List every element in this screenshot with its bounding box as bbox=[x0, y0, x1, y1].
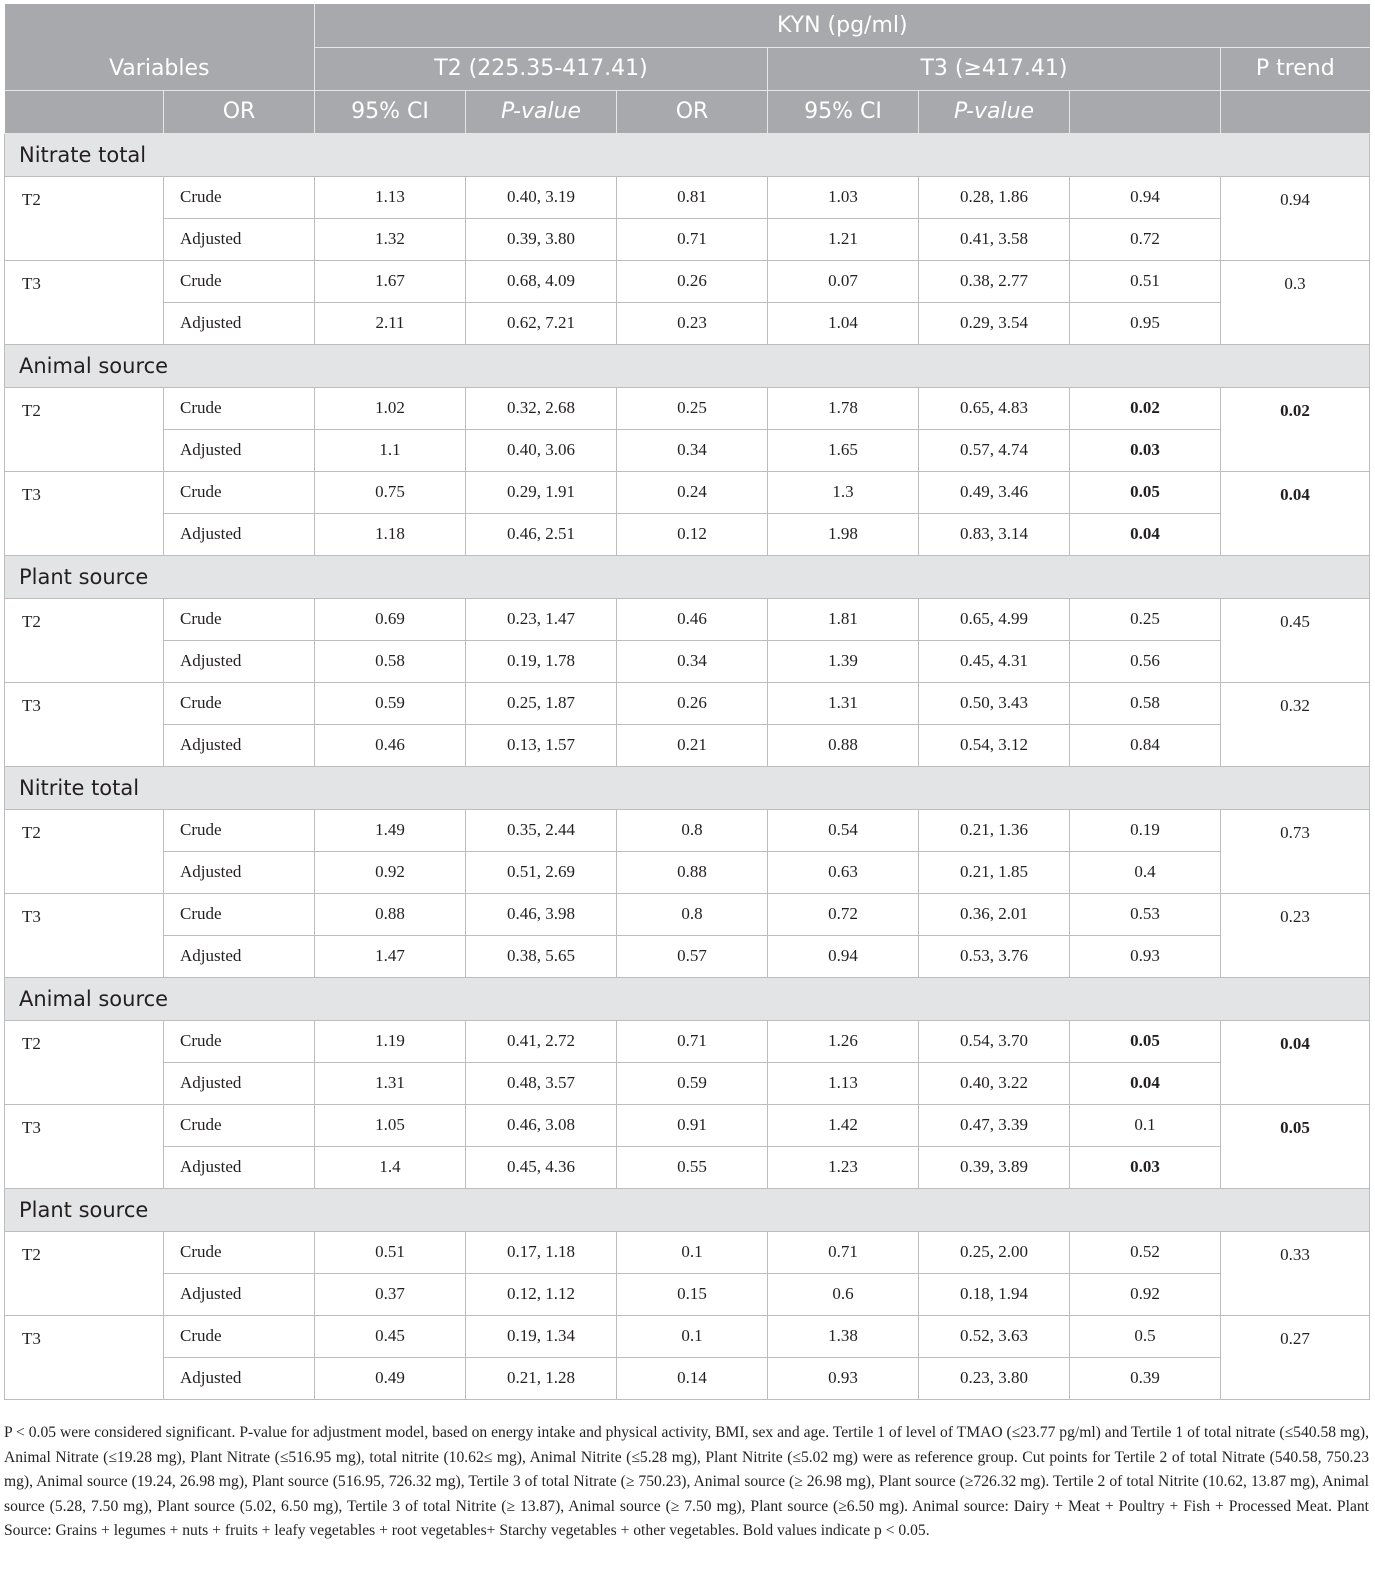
cell-pvalue-t3: 0.52 bbox=[1070, 1231, 1221, 1273]
cell-ci-t2: 0.35, 2.44 bbox=[466, 809, 617, 851]
cell-ci-t3: 0.21, 1.85 bbox=[919, 851, 1070, 893]
cell-p-trend: 0.32 bbox=[1221, 682, 1370, 766]
section-title: Nitrite total bbox=[5, 766, 1370, 809]
cell-pvalue-t2: 0.88 bbox=[617, 851, 768, 893]
tertile-label: T3 bbox=[5, 893, 164, 977]
cell-or-t3: 0.54 bbox=[768, 809, 919, 851]
cell-p-trend: 0.27 bbox=[1221, 1315, 1370, 1399]
cell-ci-t2: 0.45, 4.36 bbox=[466, 1146, 617, 1188]
cell-or-t3: 1.04 bbox=[768, 302, 919, 344]
model-label: Adjusted bbox=[164, 640, 315, 682]
cell-pvalue-t2: 0.34 bbox=[617, 429, 768, 471]
cell-p-trend: 0.23 bbox=[1221, 893, 1370, 977]
cell-ci-t3: 0.39, 3.89 bbox=[919, 1146, 1070, 1188]
cell-ci-t3: 0.18, 1.94 bbox=[919, 1273, 1070, 1315]
cell-ci-t3: 0.25, 2.00 bbox=[919, 1231, 1070, 1273]
cell-pvalue-t2: 0.8 bbox=[617, 893, 768, 935]
cell-pvalue-t2: 0.57 bbox=[617, 935, 768, 977]
cell-ci-t2: 0.51, 2.69 bbox=[466, 851, 617, 893]
cell-or-t3: 1.31 bbox=[768, 682, 919, 724]
table-row bbox=[5, 471, 1370, 513]
cell-ci-t3: 0.52, 3.63 bbox=[919, 1315, 1070, 1357]
cell-pvalue-t3: 0.39 bbox=[1070, 1357, 1221, 1399]
cell-or-t3: 0.72 bbox=[768, 893, 919, 935]
table-row bbox=[5, 893, 1370, 935]
model-label: Crude bbox=[164, 471, 315, 513]
model-label: Crude bbox=[164, 176, 315, 218]
cell-p-trend: 0.45 bbox=[1221, 598, 1370, 682]
cell-ci-t2: 0.25, 1.87 bbox=[466, 682, 617, 724]
model-label: Adjusted bbox=[164, 1146, 315, 1188]
cell-ci-t3: 0.54, 3.12 bbox=[919, 724, 1070, 766]
table-row bbox=[5, 1315, 1370, 1357]
cell-or-t2: 0.51 bbox=[315, 1231, 466, 1273]
footnote-text: P < 0.05 were considered significant. P-value for adjustment model, based on energy intake and physical activity, BMI, sex and age. Tertile 1 of level of TMAO (≤23.77 pg/ml) and Tertile 1 of total nitrate (≤540.58 mg), Animal Nitrate (≤19.28 mg), Plant Nitrate (≤516.95 mg), total nitrite (10.62≤ mg), Animal Nitrite (≤5.28 mg), Plant Nitrite (≤5.02 mg) were as reference group. Cut points for Tertile 2 of total Nitrate (540.58, 750.23 mg), Animal source (19.24, 26.98 mg), Plant source (516.95, 726.32 mg), Tertile 3 of total Nitrate (≥ 750.23), Animal source (≥ 26.98 mg), Plant source (≥726.32 mg). Tertile 2 of total Nitrite (10.62, 13.87 mg), Animal source (5.28, 7.50 mg), Plant source (5.02, 6.50 mg), Tertile 3 of total Nitrite (≥ 13.87), Animal source (≥ 7.50 mg), Plant source (≥6.50 mg). Animal source: Dairy + Meat + Poultry + Fish + Processed Meat. Plant Source: Grains + legumes + nuts + fruits + leafy vegetables + root vegetables+ Starchy vegetables + other vegetables. Bold values indicate p < 0.05. bbox=[4, 1424, 1369, 1540]
cell-pvalue-t2: 0.59 bbox=[617, 1062, 768, 1104]
cell-pvalue-t2: 0.91 bbox=[617, 1104, 768, 1146]
cell-pvalue-t3: 0.56 bbox=[1070, 640, 1221, 682]
model-label: Adjusted bbox=[164, 935, 315, 977]
model-label: Crude bbox=[164, 809, 315, 851]
cell-ci-t2: 0.46, 2.51 bbox=[466, 513, 617, 555]
header-col-or-2: OR bbox=[617, 90, 768, 133]
cell-pvalue-t3: 0.25 bbox=[1070, 598, 1221, 640]
section-row bbox=[5, 555, 1370, 598]
cell-ci-t2: 0.12, 1.12 bbox=[466, 1273, 617, 1315]
model-label: Crude bbox=[164, 598, 315, 640]
cell-ci-t3: 0.49, 3.46 bbox=[919, 471, 1070, 513]
cell-pvalue-t2: 0.34 bbox=[617, 640, 768, 682]
header-col-pvalue-1 bbox=[466, 90, 617, 133]
cell-pvalue-t3: 0.05 bbox=[1070, 471, 1221, 513]
tertile-label: T2 bbox=[5, 1231, 164, 1315]
cell-ci-t2: 0.68, 4.09 bbox=[466, 260, 617, 302]
cell-ci-t2: 0.48, 3.57 bbox=[466, 1062, 617, 1104]
cell-p-trend: 0.3 bbox=[1221, 260, 1370, 344]
cell-ci-t3: 0.47, 3.39 bbox=[919, 1104, 1070, 1146]
header-p-trend: P trend bbox=[1221, 47, 1370, 90]
cell-ci-t2: 0.21, 1.28 bbox=[466, 1357, 617, 1399]
header-blank-cell bbox=[5, 4, 315, 47]
cell-or-t2: 0.75 bbox=[315, 471, 466, 513]
cell-ci-t2: 0.38, 5.65 bbox=[466, 935, 617, 977]
model-label: Adjusted bbox=[164, 513, 315, 555]
cell-or-t3: 0.63 bbox=[768, 851, 919, 893]
header-blank-sub-3 bbox=[1221, 90, 1370, 133]
tertile-label: T3 bbox=[5, 1315, 164, 1399]
table-row bbox=[5, 809, 1370, 851]
tertile-label: T3 bbox=[5, 471, 164, 555]
model-label: Adjusted bbox=[164, 851, 315, 893]
cell-p-trend: 0.02 bbox=[1221, 387, 1370, 471]
cell-pvalue-t2: 0.81 bbox=[617, 176, 768, 218]
cell-ci-t2: 0.19, 1.78 bbox=[466, 640, 617, 682]
cell-pvalue-t2: 0.21 bbox=[617, 724, 768, 766]
tertile-label: T2 bbox=[5, 598, 164, 682]
cell-p-trend: 0.04 bbox=[1221, 1020, 1370, 1104]
section-title: Plant source bbox=[5, 555, 1370, 598]
cell-pvalue-t3: 0.02 bbox=[1070, 387, 1221, 429]
table-row bbox=[5, 1357, 1370, 1399]
table-row bbox=[5, 724, 1370, 766]
cell-pvalue-t3: 0.72 bbox=[1070, 218, 1221, 260]
header-t3: T3 (≥417.41) bbox=[768, 47, 1221, 90]
section-title: Animal source bbox=[5, 344, 1370, 387]
cell-pvalue-t2: 0.55 bbox=[617, 1146, 768, 1188]
model-label: Adjusted bbox=[164, 724, 315, 766]
cell-or-t2: 1.02 bbox=[315, 387, 466, 429]
header-col-pvalue-1-text: P-value bbox=[500, 99, 582, 124]
cell-or-t3: 1.98 bbox=[768, 513, 919, 555]
table-row bbox=[5, 302, 1370, 344]
cell-ci-t2: 0.41, 2.72 bbox=[466, 1020, 617, 1062]
cell-or-t2: 1.31 bbox=[315, 1062, 466, 1104]
section-title: Plant source bbox=[5, 1188, 1370, 1231]
table-row bbox=[5, 1062, 1370, 1104]
model-label: Crude bbox=[164, 1104, 315, 1146]
header-kyn: KYN (pg/ml) bbox=[315, 4, 1370, 47]
section-row bbox=[5, 977, 1370, 1020]
cell-or-t2: 1.13 bbox=[315, 176, 466, 218]
table-row bbox=[5, 1273, 1370, 1315]
cell-or-t2: 1.1 bbox=[315, 429, 466, 471]
cell-or-t3: 0.71 bbox=[768, 1231, 919, 1273]
cell-pvalue-t3: 0.51 bbox=[1070, 260, 1221, 302]
cell-ci-t3: 0.38, 2.77 bbox=[919, 260, 1070, 302]
cell-pvalue-t2: 0.14 bbox=[617, 1357, 768, 1399]
table-footnote bbox=[4, 1421, 1369, 1544]
cell-or-t2: 0.69 bbox=[315, 598, 466, 640]
table-row bbox=[5, 682, 1370, 724]
cell-or-t3: 0.6 bbox=[768, 1273, 919, 1315]
section-row bbox=[5, 1188, 1370, 1231]
cell-or-t2: 0.58 bbox=[315, 640, 466, 682]
header-blank-sub-2 bbox=[1070, 90, 1221, 133]
table-row bbox=[5, 429, 1370, 471]
cell-pvalue-t2: 0.25 bbox=[617, 387, 768, 429]
cell-p-trend: 0.73 bbox=[1221, 809, 1370, 893]
cell-pvalue-t2: 0.46 bbox=[617, 598, 768, 640]
cell-or-t2: 0.92 bbox=[315, 851, 466, 893]
model-label: Crude bbox=[164, 260, 315, 302]
section-row bbox=[5, 766, 1370, 809]
cell-pvalue-t2: 0.26 bbox=[617, 682, 768, 724]
table-row bbox=[5, 176, 1370, 218]
cell-pvalue-t3: 0.03 bbox=[1070, 1146, 1221, 1188]
cell-ci-t3: 0.21, 1.36 bbox=[919, 809, 1070, 851]
cell-or-t3: 0.88 bbox=[768, 724, 919, 766]
model-label: Adjusted bbox=[164, 429, 315, 471]
cell-pvalue-t3: 0.1 bbox=[1070, 1104, 1221, 1146]
cell-or-t2: 1.49 bbox=[315, 809, 466, 851]
cell-ci-t3: 0.50, 3.43 bbox=[919, 682, 1070, 724]
cell-or-t2: 1.47 bbox=[315, 935, 466, 977]
cell-pvalue-t3: 0.5 bbox=[1070, 1315, 1221, 1357]
cell-ci-t3: 0.65, 4.99 bbox=[919, 598, 1070, 640]
cell-pvalue-t2: 0.1 bbox=[617, 1231, 768, 1273]
table-row bbox=[5, 851, 1370, 893]
cell-pvalue-t3: 0.58 bbox=[1070, 682, 1221, 724]
cell-or-t2: 0.45 bbox=[315, 1315, 466, 1357]
model-label: Crude bbox=[164, 1231, 315, 1273]
cell-or-t2: 2.11 bbox=[315, 302, 466, 344]
cell-ci-t2: 0.29, 1.91 bbox=[466, 471, 617, 513]
cell-or-t3: 1.39 bbox=[768, 640, 919, 682]
table-row bbox=[5, 640, 1370, 682]
cell-ci-t3: 0.29, 3.54 bbox=[919, 302, 1070, 344]
model-label: Crude bbox=[164, 682, 315, 724]
cell-ci-t3: 0.54, 3.70 bbox=[919, 1020, 1070, 1062]
cell-or-t2: 1.18 bbox=[315, 513, 466, 555]
table-row bbox=[5, 260, 1370, 302]
cell-pvalue-t3: 0.92 bbox=[1070, 1273, 1221, 1315]
cell-ci-t3: 0.57, 4.74 bbox=[919, 429, 1070, 471]
cell-or-t3: 1.21 bbox=[768, 218, 919, 260]
tertile-label: T3 bbox=[5, 682, 164, 766]
cell-ci-t2: 0.39, 3.80 bbox=[466, 218, 617, 260]
cell-p-trend: 0.05 bbox=[1221, 1104, 1370, 1188]
table-row bbox=[5, 598, 1370, 640]
cell-ci-t2: 0.46, 3.98 bbox=[466, 893, 617, 935]
cell-pvalue-t3: 0.05 bbox=[1070, 1020, 1221, 1062]
cell-pvalue-t3: 0.53 bbox=[1070, 893, 1221, 935]
cell-pvalue-t3: 0.93 bbox=[1070, 935, 1221, 977]
cell-ci-t3: 0.28, 1.86 bbox=[919, 176, 1070, 218]
cell-pvalue-t3: 0.04 bbox=[1070, 513, 1221, 555]
cell-ci-t2: 0.46, 3.08 bbox=[466, 1104, 617, 1146]
section-title: Animal source bbox=[5, 977, 1370, 1020]
cell-or-t2: 1.4 bbox=[315, 1146, 466, 1188]
table-row bbox=[5, 1231, 1370, 1273]
cell-pvalue-t3: 0.84 bbox=[1070, 724, 1221, 766]
cell-or-t2: 1.19 bbox=[315, 1020, 466, 1062]
model-label: Adjusted bbox=[164, 1273, 315, 1315]
tertile-label: T2 bbox=[5, 387, 164, 471]
model-label: Adjusted bbox=[164, 302, 315, 344]
cell-or-t3: 1.78 bbox=[768, 387, 919, 429]
cell-pvalue-t2: 0.1 bbox=[617, 1315, 768, 1357]
cell-or-t2: 0.46 bbox=[315, 724, 466, 766]
cell-or-t3: 1.65 bbox=[768, 429, 919, 471]
cell-pvalue-t3: 0.95 bbox=[1070, 302, 1221, 344]
header-t2: T2 (225.35-417.41) bbox=[315, 47, 768, 90]
cell-or-t3: 1.42 bbox=[768, 1104, 919, 1146]
cell-or-t3: 0.07 bbox=[768, 260, 919, 302]
cell-or-t3: 0.93 bbox=[768, 1357, 919, 1399]
model-label: Crude bbox=[164, 1315, 315, 1357]
cell-or-t2: 0.88 bbox=[315, 893, 466, 935]
model-label: Crude bbox=[164, 387, 315, 429]
cell-ci-t2: 0.13, 1.57 bbox=[466, 724, 617, 766]
cell-ci-t3: 0.23, 3.80 bbox=[919, 1357, 1070, 1399]
table-row bbox=[5, 1146, 1370, 1188]
cell-p-trend: 0.94 bbox=[1221, 176, 1370, 260]
model-label: Crude bbox=[164, 893, 315, 935]
model-label: Adjusted bbox=[164, 1062, 315, 1104]
cell-or-t3: 1.13 bbox=[768, 1062, 919, 1104]
cell-ci-t2: 0.62, 7.21 bbox=[466, 302, 617, 344]
header-col-pvalue-2 bbox=[919, 90, 1070, 133]
cell-pvalue-t3: 0.19 bbox=[1070, 809, 1221, 851]
section-row bbox=[5, 344, 1370, 387]
cell-pvalue-t2: 0.23 bbox=[617, 302, 768, 344]
table-row bbox=[5, 387, 1370, 429]
tertile-label: T2 bbox=[5, 809, 164, 893]
tertile-label: T2 bbox=[5, 176, 164, 260]
cell-ci-t3: 0.83, 3.14 bbox=[919, 513, 1070, 555]
section-row bbox=[5, 133, 1370, 176]
cell-or-t3: 1.81 bbox=[768, 598, 919, 640]
table-header bbox=[5, 4, 1370, 133]
cell-ci-t2: 0.32, 2.68 bbox=[466, 387, 617, 429]
cell-ci-t2: 0.23, 1.47 bbox=[466, 598, 617, 640]
header-col-ci-1: 95% CI bbox=[315, 90, 466, 133]
model-label: Adjusted bbox=[164, 218, 315, 260]
cell-or-t3: 1.03 bbox=[768, 176, 919, 218]
table-row bbox=[5, 1020, 1370, 1062]
cell-or-t2: 1.32 bbox=[315, 218, 466, 260]
cell-pvalue-t3: 0.04 bbox=[1070, 1062, 1221, 1104]
table-row bbox=[5, 513, 1370, 555]
header-col-pvalue-2-text: P-value bbox=[953, 99, 1035, 124]
header-col-ci-2: 95% CI bbox=[768, 90, 919, 133]
cell-or-t2: 1.67 bbox=[315, 260, 466, 302]
table-row bbox=[5, 935, 1370, 977]
header-variables: Variables bbox=[5, 47, 315, 90]
cell-pvalue-t2: 0.71 bbox=[617, 218, 768, 260]
cell-ci-t2: 0.40, 3.06 bbox=[466, 429, 617, 471]
results-table bbox=[4, 4, 1370, 1400]
cell-ci-t3: 0.41, 3.58 bbox=[919, 218, 1070, 260]
tertile-label: T3 bbox=[5, 1104, 164, 1188]
cell-ci-t3: 0.40, 3.22 bbox=[919, 1062, 1070, 1104]
cell-ci-t3: 0.36, 2.01 bbox=[919, 893, 1070, 935]
cell-p-trend: 0.04 bbox=[1221, 471, 1370, 555]
cell-pvalue-t2: 0.15 bbox=[617, 1273, 768, 1315]
cell-pvalue-t3: 0.94 bbox=[1070, 176, 1221, 218]
cell-pvalue-t2: 0.26 bbox=[617, 260, 768, 302]
cell-or-t3: 1.23 bbox=[768, 1146, 919, 1188]
cell-or-t2: 0.59 bbox=[315, 682, 466, 724]
table-row bbox=[5, 1104, 1370, 1146]
header-col-or-1: OR bbox=[164, 90, 315, 133]
cell-ci-t2: 0.40, 3.19 bbox=[466, 176, 617, 218]
table-row bbox=[5, 218, 1370, 260]
cell-pvalue-t3: 0.03 bbox=[1070, 429, 1221, 471]
cell-or-t2: 1.05 bbox=[315, 1104, 466, 1146]
section-title: Nitrate total bbox=[5, 133, 1370, 176]
cell-pvalue-t2: 0.71 bbox=[617, 1020, 768, 1062]
model-label: Crude bbox=[164, 1020, 315, 1062]
table-body bbox=[5, 133, 1370, 1399]
cell-pvalue-t2: 0.12 bbox=[617, 513, 768, 555]
cell-ci-t2: 0.17, 1.18 bbox=[466, 1231, 617, 1273]
cell-p-trend: 0.33 bbox=[1221, 1231, 1370, 1315]
cell-or-t3: 0.94 bbox=[768, 935, 919, 977]
cell-or-t3: 1.38 bbox=[768, 1315, 919, 1357]
tertile-label: T2 bbox=[5, 1020, 164, 1104]
cell-or-t3: 1.26 bbox=[768, 1020, 919, 1062]
tertile-label: T3 bbox=[5, 260, 164, 344]
cell-pvalue-t3: 0.4 bbox=[1070, 851, 1221, 893]
cell-ci-t2: 0.19, 1.34 bbox=[466, 1315, 617, 1357]
cell-or-t2: 0.49 bbox=[315, 1357, 466, 1399]
cell-or-t2: 0.37 bbox=[315, 1273, 466, 1315]
model-label: Adjusted bbox=[164, 1357, 315, 1399]
table-container bbox=[4, 4, 1369, 1400]
cell-ci-t3: 0.45, 4.31 bbox=[919, 640, 1070, 682]
cell-pvalue-t2: 0.8 bbox=[617, 809, 768, 851]
header-blank-sub bbox=[5, 90, 164, 133]
cell-or-t3: 1.3 bbox=[768, 471, 919, 513]
cell-ci-t3: 0.53, 3.76 bbox=[919, 935, 1070, 977]
cell-ci-t3: 0.65, 4.83 bbox=[919, 387, 1070, 429]
cell-pvalue-t2: 0.24 bbox=[617, 471, 768, 513]
